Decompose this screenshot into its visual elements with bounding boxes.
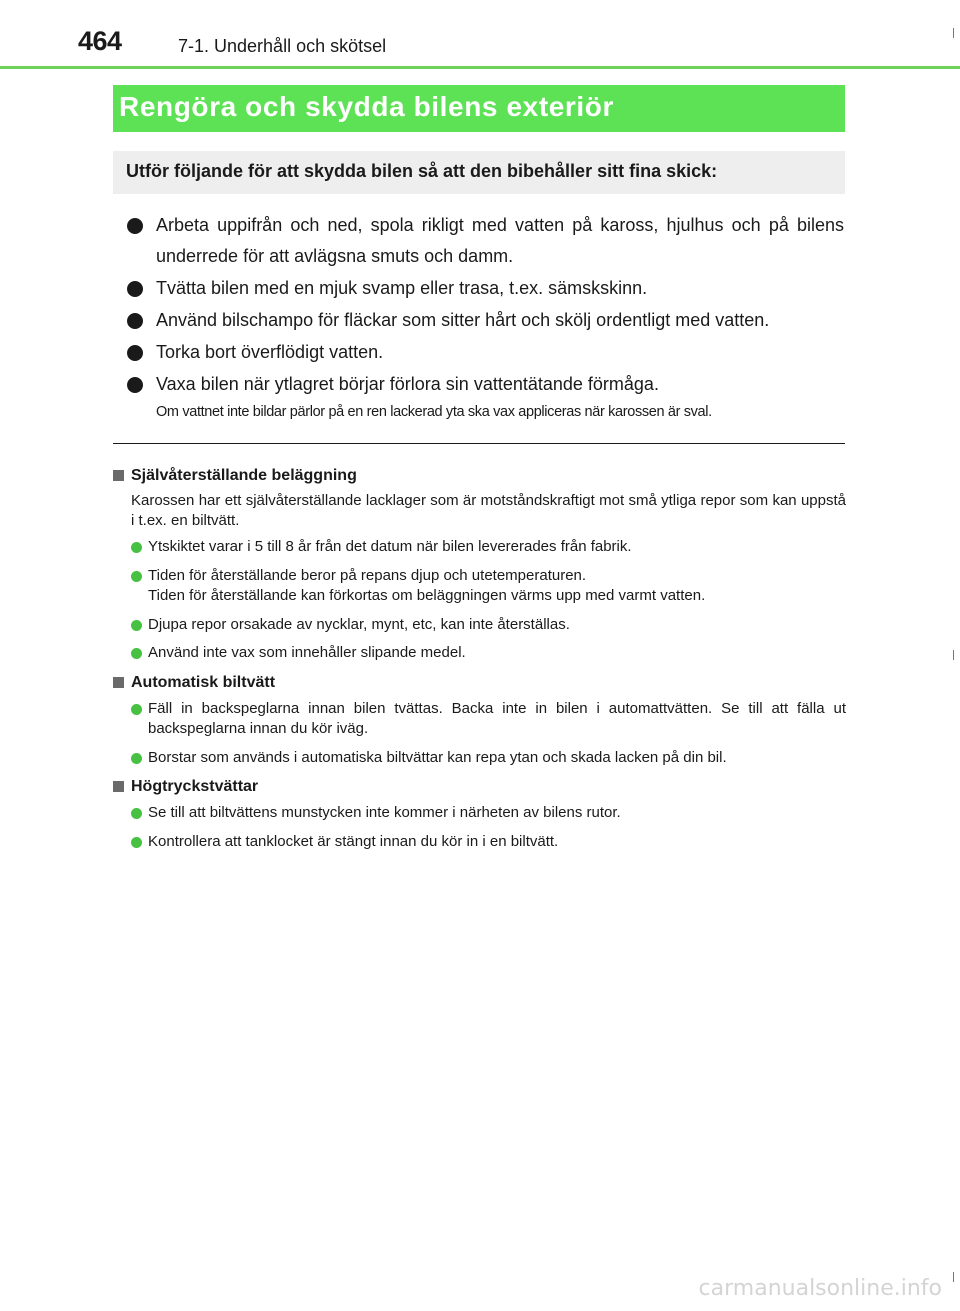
crop-mark (953, 1272, 954, 1282)
list-item: Djupa repor orsakade av nycklar, mynt, etc, kan inte återställas. (131, 615, 846, 636)
bullet-icon (127, 281, 143, 297)
list-item: Ytskiktet varar i 5 till 8 år från det datum när bilen levererades från fabrik. (131, 537, 846, 558)
list-item: Använd inte vax som innehåller slipande medel. (131, 643, 846, 664)
list-item: Se till att biltvättens munstycken inte kommer i närheten av bilens rutor. (131, 803, 846, 824)
list-item: Använd bilschampo för fläckar som sitter hårt och skölj ordentligt med vatten. (126, 305, 844, 336)
notes-section (113, 459, 846, 860)
note-list (113, 699, 846, 769)
list-item: Tiden för återställande beror på repans djup och utetemperaturen. Tiden för återställande kan förkortas om beläggningen värms upp med varmt vatten. (131, 566, 846, 607)
list-item: Tvätta bilen med en mjuk svamp eller trasa, t.ex. sämskskinn. (126, 273, 844, 304)
section-title-bar (113, 85, 845, 132)
list-item: Vaxa bilen när ytlagret börjar förlora sin vattentätande förmåga. (126, 369, 844, 400)
square-bullet-icon (113, 470, 124, 481)
note-heading: Högtryckstvättar (113, 776, 846, 798)
note-list (113, 803, 846, 852)
green-bullet-icon (131, 571, 142, 582)
square-bullet-icon (113, 677, 124, 688)
intro-box (113, 151, 845, 194)
intro-text: Utför följande för att skydda bilen så att den bibehåller sitt fina skick: (126, 161, 718, 181)
green-bullet-icon (131, 808, 142, 819)
wax-note: Om vattnet inte bildar pärlor på en ren lackerad yta ska vax appliceras när karossen är sval. (156, 404, 712, 420)
bullet-icon (127, 377, 143, 393)
bullet-icon (127, 345, 143, 361)
section-reference: 7-1. Underhåll och skötsel (178, 36, 387, 56)
section-divider (113, 443, 845, 444)
note-body: Karossen har ett självåterställande lacklager som är motståndskraftigt mot små ytliga repor som kan uppstå i t.ex. en biltvätt. (131, 492, 846, 529)
section-title: Rengöra och skydda bilens exteriör (119, 91, 614, 122)
page-number: 464 (78, 26, 122, 56)
list-item: Fäll in backspeglarna innan bilen tvättas. Backa inte in bilen i automattvätten. Se till att fälla ut backspeglarna innan du kör iväg. (131, 699, 846, 740)
square-bullet-icon (113, 781, 124, 792)
crop-mark (953, 28, 954, 38)
watermark: carmanualsonline.info (698, 1276, 942, 1301)
list-item: Kontrollera att tanklocket är stängt innan du kör in i en biltvätt. (131, 832, 846, 853)
green-bullet-icon (131, 704, 142, 715)
note-heading: Självåterställande beläggning (113, 465, 846, 487)
green-bullet-icon (131, 648, 142, 659)
green-bullet-icon (131, 753, 142, 764)
bullet-icon (127, 313, 143, 329)
note-list (113, 537, 846, 664)
header-rule (0, 66, 960, 69)
list-item: Torka bort överflödigt vatten. (126, 337, 844, 368)
green-bullet-icon (131, 837, 142, 848)
list-item: Arbeta uppifrån och ned, spola rikligt med vatten på kaross, hjulhus och på bilens underrede för att avlägsna smuts och damm. (126, 210, 844, 272)
main-instructions-list (126, 210, 844, 401)
green-bullet-icon (131, 620, 142, 631)
note-heading: Automatisk biltvätt (113, 672, 846, 694)
crop-mark (953, 650, 954, 660)
list-item: Borstar som används i automatiska biltvättar kan repa ytan och skada lacken på din bil. (131, 748, 846, 769)
green-bullet-icon (131, 542, 142, 553)
bullet-icon (127, 218, 143, 234)
